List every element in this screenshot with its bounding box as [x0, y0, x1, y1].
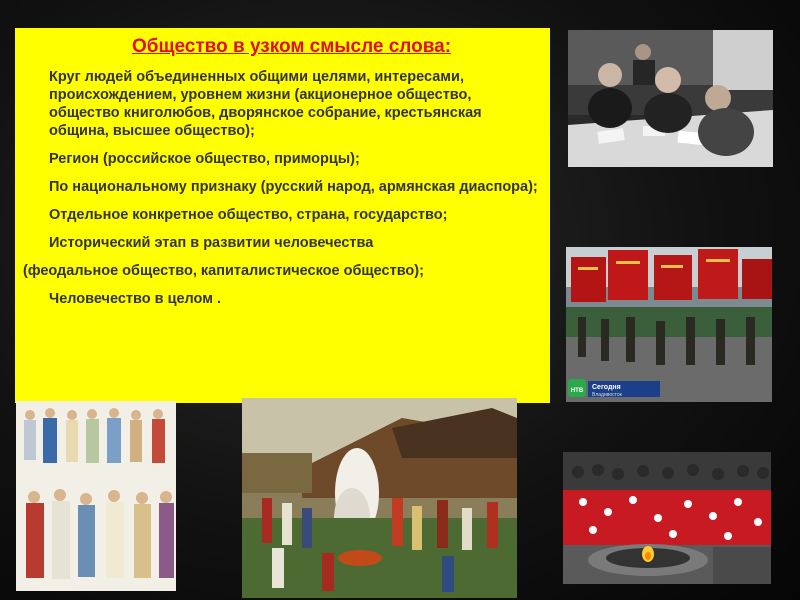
list-item-text: По национальному признаку (русский народ, армянская диаспора);	[49, 179, 538, 195]
list-item-text: Регион (российское общество, приморцы);	[49, 151, 360, 167]
costumes-photo	[16, 401, 176, 591]
bullet-icon	[23, 178, 49, 196]
memorial-photo	[563, 452, 771, 584]
parade-caption-sub: Владивосток	[592, 392, 622, 398]
medieval-painting	[242, 398, 517, 598]
meeting-photo	[568, 30, 773, 167]
parade-photo	[566, 247, 772, 402]
bullet-icon	[23, 290, 49, 308]
list-item	[23, 206, 540, 224]
bullet-icon	[23, 234, 49, 252]
bullet-icon	[23, 206, 49, 224]
parade-caption-main: Сегодня	[592, 384, 621, 391]
list-item	[23, 178, 540, 196]
list-item	[23, 290, 540, 308]
list-item	[23, 150, 540, 168]
list-item-text: Круг людей объединенных общими целями, интересами, происхождением, уровнем жизни (акционерное общество, общество книголюбов, дворянское собрание, крестьянская община, высшее общество);	[49, 69, 482, 139]
list-item-text: Отдельное конкретное общество, страна, государство;	[49, 207, 448, 223]
list-item-text: Исторический этап в развитии человечества	[49, 235, 374, 251]
list-item	[23, 234, 540, 252]
slide-title: Общество в узком смысле слова:	[131, 36, 452, 57]
parade-logo: НТВ	[570, 388, 584, 394]
bullet-icon	[23, 150, 49, 168]
list-item-text: Человечество в целом .	[49, 291, 222, 307]
list-continuation: (феодальное общество, капиталистическое общество);	[23, 263, 424, 279]
bullet-icon	[23, 68, 49, 140]
list-item	[23, 68, 540, 140]
text-panel	[15, 28, 550, 403]
